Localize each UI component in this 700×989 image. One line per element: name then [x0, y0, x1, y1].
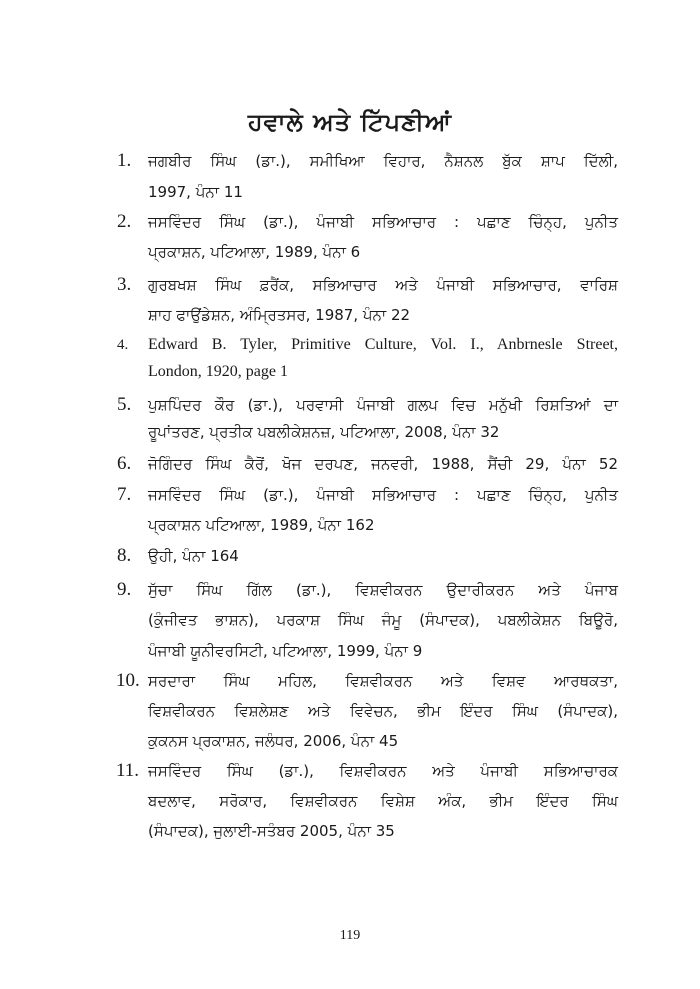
reference-text: ਗੁਰਬਖਸ਼ ਸਿੰਘ ਫ਼ਰੈਂਕ, ਸਭਿਆਚਾਰ ਅਤੇ ਪੰਜਾਬੀ ਸਭਿਆਚਾਰ, ਵਾਰਿਸ਼	[148, 276, 618, 294]
page-number: 119	[339, 928, 361, 943]
reference-text: ਸੁੱਚਾ ਸਿੰਘ ਗਿੱਲ (ਡਾ.), ਵਿਸ਼ਵੀਕਰਨ ਉਦਾਰੀਕਰਨ ਅਤੇ ਪੰਜਾਬ	[148, 581, 618, 599]
page-title: ਹਵਾਲੇ ਅਤੇ ਟਿੱਪਣੀਆਂ	[247, 108, 453, 136]
reference-text: ਜਗਬੀਰ ਸਿੰਘ (ਡਾ.), ਸਮੀਖਿਆ ਵਿਹਾਰ, ਨੈਸ਼ਨਲ ਬੁੱਕ ਸ਼ਾਪ ਦਿੱਲੀ,	[148, 152, 618, 170]
reference-number: 1.	[117, 150, 132, 171]
reference-text: ਪੰਜਾਬੀ ਯੂਨੀਵਰਸਿਟੀ, ਪਟਿਆਲਾ, 1999, ਪੰਨਾ 9	[148, 642, 423, 660]
reference-text: ਜਸਵਿੰਦਰ ਸਿੰਘ (ਡਾ.), ਪੰਜਾਬੀ ਸਭਿਆਚਾਰ : ਪਛਾਣ ਚਿੰਨ੍ਹ, ਪੁਨੀਤ	[148, 213, 618, 231]
reference-number: 9.	[117, 579, 132, 600]
reference-text: 1997, ਪੰਨਾ 11	[148, 183, 243, 201]
reference-text: (ਕੁੰਜੀਵਤ ਭਾਸ਼ਨ), ਪਰਕਾਸ਼ ਸਿੰਘ ਜੰਮੂ (ਸੰਪਾਦਕ), ਪਬਲੀਕੇਸ਼ਨ ਬਿਊਰੋ,	[148, 611, 618, 629]
reference-text: ਰੂਪਾਂਤਰਣ, ਪ੍ਰਤੀਕ ਪਬਲੀਕੇਸ਼ਨਜ਼, ਪਟਿਆਲਾ, 2008, ਪੰਨਾ 32	[148, 423, 500, 441]
reference-text: London, 1920, page 1	[148, 363, 288, 380]
reference-number: 3.	[117, 274, 132, 295]
reference-number: 10.	[116, 670, 140, 691]
reference-number: 11.	[116, 760, 140, 781]
reference-number: 8.	[117, 545, 132, 566]
reference-text: (ਸੰਪਾਦਕ), ਜੁਲਾਈ-ਸਤੰਬਰ 2005, ਪੰਨਾ 35	[148, 822, 395, 840]
reference-number: 2.	[117, 211, 132, 232]
reference-number: 5.	[117, 394, 132, 415]
reference-text: ਸਰਦਾਰਾ ਸਿੰਘ ਮਹਿਲ, ਵਿਸ਼ਵੀਕਰਨ ਅਤੇ ਵਿਸ਼ਵ ਆਰਥਕਤਾ,	[148, 672, 618, 690]
reference-text: ਉਹੀ, ਪੰਨਾ 164	[148, 547, 239, 565]
reference-text: ਪ੍ਰਕਾਸ਼ਨ, ਪਟਿਆਲਾ, 1989, ਪੰਨਾ 6	[148, 243, 361, 261]
reference-number: 6.	[117, 453, 132, 474]
reference-text: ਜਸਵਿੰਦਰ ਸਿੰਘ (ਡਾ.), ਵਿਸ਼ਵੀਕਰਨ ਅਤੇ ਪੰਜਾਬੀ ਸਭਿਆਚਾਰਕ	[148, 762, 618, 780]
reference-text: ਪੁਸ਼ਪਿੰਦਰ ਕੌਰ (ਡਾ.), ਪਰਵਾਸੀ ਪੰਜਾਬੀ ਗਲਪ ਵਿਚ ਮਨੁੱਖੀ ਰਿਸ਼ਤਿਆਂ ਦਾ	[148, 396, 618, 414]
reference-text: ਸ਼ਾਹ ਫਾਉਂਡੇਸ਼ਨ, ਅੰਮ੍ਰਿਤਸਰ, 1987, ਪੰਨਾ 22	[148, 306, 411, 324]
reference-text: ਜਸਵਿੰਦਰ ਸਿੰਘ (ਡਾ.), ਪੰਜਾਬੀ ਸਭਿਆਚਾਰ : ਪਛਾਣ ਚਿੰਨ੍ਹ, ਪੁਨੀਤ	[148, 486, 618, 504]
reference-text: ਵਿਸ਼ਵੀਕਰਨ ਵਿਸ਼ਲੇਸ਼ਣ ਅਤੇ ਵਿਵੇਚਨ, ਭੀਮ ਇੰਦਰ ਸਿੰਘ (ਸੰਪਾਦਕ),	[148, 702, 618, 720]
reference-text: ਪ੍ਰਕਾਸ਼ਨ ਪਟਿਆਲਾ, 1989, ਪੰਨਾ 162	[148, 516, 375, 534]
reference-number: 7.	[117, 484, 132, 505]
reference-text: ਕੁਕਨਸ ਪ੍ਰਕਾਸ਼ਨ, ਜਲੰਧਰ, 2006, ਪੰਨਾ 45	[148, 732, 399, 750]
reference-text: ਜੋਗਿੰਦਰ ਸਿੰਘ ਕੈਰੋਂ, ਖੋਜ ਦਰਪਣ, ਜਨਵਰੀ, 1988, ਸੈਂਚੀ 29, ਪੰਨਾ 52	[148, 455, 618, 473]
reference-text: ਬਦਲਾਵ, ਸਰੋਕਾਰ, ਵਿਸ਼ਵੀਕਰਨ ਵਿਸ਼ੇਸ਼ ਅੰਕ, ਭੀਮ ਇੰਦਰ ਸਿੰਘ	[148, 792, 618, 810]
reference-text: Edward B. Tyler, Primitive Culture, Vol. I., Anbrnesle Street,	[148, 336, 618, 353]
reference-number: 4.	[117, 337, 129, 353]
